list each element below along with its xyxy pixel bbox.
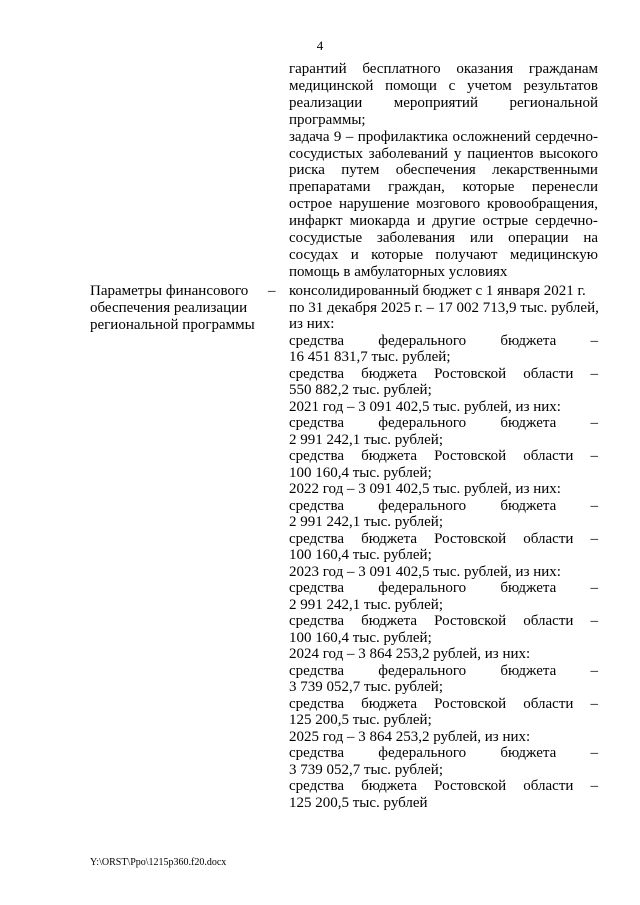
word: федерального xyxy=(378,332,467,349)
word: получают xyxy=(435,246,498,263)
text-line: программы; xyxy=(289,111,366,128)
text-line: консолидированный бюджет с 1 января 2021 г. xyxy=(289,283,586,299)
word: Ростовской xyxy=(434,613,507,629)
word: – xyxy=(345,128,354,145)
word: средства xyxy=(289,448,345,464)
text-line xyxy=(289,129,598,146)
word: бюджета xyxy=(500,332,557,349)
word: – xyxy=(590,580,598,596)
section-dash: – xyxy=(268,283,276,299)
word: области xyxy=(523,448,574,464)
text-line: помощь в амбулаторных условиях xyxy=(289,263,508,280)
text-line xyxy=(289,663,598,680)
text-line xyxy=(289,580,598,597)
text-line xyxy=(289,696,598,713)
text-line xyxy=(289,415,598,432)
text-line xyxy=(289,448,598,465)
text-line: 2024 год – 3 864 253,2 рублей, из них: xyxy=(289,646,531,662)
word: – xyxy=(590,778,598,794)
word: учетом xyxy=(467,77,512,94)
word: – xyxy=(590,415,598,431)
word: федерального xyxy=(378,662,467,679)
word: – xyxy=(590,695,598,712)
word: острые xyxy=(482,213,529,230)
text-line xyxy=(289,366,598,383)
word: осложнений xyxy=(452,128,531,145)
text-line xyxy=(289,179,598,196)
word: сердечно- xyxy=(535,128,598,145)
word: заболеваний xyxy=(368,145,449,162)
text-line xyxy=(289,778,598,795)
word: Ростовской xyxy=(434,530,507,547)
word: оказания xyxy=(456,61,514,77)
text-line: 550 882,2 тыс. рублей; xyxy=(289,382,432,398)
word: медицинскую xyxy=(509,246,598,263)
word: бюджета xyxy=(361,365,418,382)
word: области xyxy=(523,695,574,712)
word: средства xyxy=(289,580,345,596)
word: средства xyxy=(289,497,345,514)
text-line: 125 200,5 тыс. рублей; xyxy=(289,712,432,728)
word: – xyxy=(590,745,598,761)
word: бюджета xyxy=(500,662,557,679)
word: нарушение xyxy=(338,196,410,213)
text-line xyxy=(289,78,598,95)
word: Ростовской xyxy=(434,695,507,712)
word: – xyxy=(590,448,598,464)
word: бюджета xyxy=(500,497,557,514)
word: обеспечения xyxy=(395,162,476,179)
word: сосудистые xyxy=(289,230,363,246)
text-line xyxy=(289,146,598,163)
text-line xyxy=(289,498,598,515)
word: сосудистых xyxy=(289,145,363,162)
word: другие xyxy=(432,213,476,230)
word: федерального xyxy=(378,580,467,596)
text-line: 100 160,4 тыс. рублей; xyxy=(289,464,432,481)
section-label-line: Параметры финансового xyxy=(90,283,249,299)
text-line xyxy=(289,613,598,630)
word: Ростовской xyxy=(434,365,507,382)
word: Ростовской xyxy=(434,448,507,464)
word: бюджета xyxy=(361,613,418,629)
text-line: 2 991 242,1 тыс. рублей; xyxy=(289,431,443,448)
word: острое xyxy=(289,196,333,213)
text-line xyxy=(289,213,598,230)
word: средства xyxy=(289,530,345,547)
text-line: 2 991 242,1 тыс. рублей; xyxy=(289,596,443,613)
word: и xyxy=(350,246,359,263)
section-label-line: обеспечения реализации xyxy=(90,300,248,316)
word: области xyxy=(523,613,574,629)
word: бюджета xyxy=(500,745,557,761)
word: миокарда xyxy=(349,213,410,230)
word: средства xyxy=(289,695,345,712)
word: средства xyxy=(289,745,345,761)
word: бюджета xyxy=(500,415,557,431)
word: сердечно- xyxy=(535,213,598,230)
text-line: по 31 декабря 2025 г. – 17 002 713,9 тыс. рублей, xyxy=(289,299,599,316)
word: инфаркт xyxy=(289,213,343,230)
section-label xyxy=(90,283,260,334)
word: риска xyxy=(289,162,325,179)
text-line xyxy=(289,531,598,548)
word: высокого xyxy=(539,145,598,162)
footer-file-path: Y:\ORST\Ppo\1215p360.f20.docx xyxy=(90,857,227,868)
text-line xyxy=(289,95,598,112)
word: области xyxy=(523,530,574,547)
word: на xyxy=(583,230,598,246)
word: профилактика xyxy=(357,128,449,145)
text-line: 2 991 242,1 тыс. рублей; xyxy=(289,514,443,530)
text-line xyxy=(289,196,598,213)
word: операции xyxy=(508,230,569,246)
section-label-line: региональной программы xyxy=(90,317,255,333)
word: области xyxy=(523,365,574,382)
word: лекарственными xyxy=(492,162,598,179)
word: Ростовской xyxy=(434,778,507,794)
word: средства xyxy=(289,415,345,431)
word: сосудах xyxy=(289,246,339,263)
word: путем xyxy=(341,162,380,179)
word: перенесли xyxy=(531,179,598,196)
word: бюджета xyxy=(361,778,418,794)
word: федерального xyxy=(378,745,467,761)
word: задача xyxy=(289,128,330,145)
word: которые xyxy=(462,179,515,196)
word: – xyxy=(590,497,598,514)
text-line: 100 160,4 тыс. рублей; xyxy=(289,547,432,563)
text-line xyxy=(289,247,598,264)
word: гарантий xyxy=(289,61,347,77)
word: пациентов xyxy=(467,145,534,162)
word: с xyxy=(448,77,456,94)
word: реализации xyxy=(289,94,363,111)
text-line xyxy=(289,61,598,78)
word: медицинской xyxy=(289,77,374,94)
word: средства xyxy=(289,332,345,349)
word: бюджета xyxy=(361,448,418,464)
word: – xyxy=(590,613,598,629)
word: бюджета xyxy=(361,530,418,547)
text-line xyxy=(289,745,598,762)
word: или xyxy=(469,230,494,246)
word: заболевания xyxy=(376,230,456,246)
word: мероприятий xyxy=(393,94,478,111)
word: бюджета xyxy=(500,580,557,596)
word: средства xyxy=(289,365,345,382)
text-line: 2023 год – 3 091 402,5 тыс. рублей, из них: xyxy=(289,563,561,580)
word: гражданам xyxy=(528,61,598,77)
word: и xyxy=(417,213,426,230)
word: у xyxy=(453,145,462,162)
word: препаратами xyxy=(289,179,371,196)
word: результатов xyxy=(523,77,598,94)
word: федерального xyxy=(378,415,467,431)
word: – xyxy=(590,530,598,547)
word: бесплатного xyxy=(362,61,441,77)
word: граждан, xyxy=(388,179,445,196)
text-line: 2022 год – 3 091 402,5 тыс. рублей, из них: xyxy=(289,481,561,497)
word: которые xyxy=(371,246,424,263)
text-line: 16 451 831,7 тыс. рублей; xyxy=(289,349,451,365)
word: бюджета xyxy=(361,695,418,712)
text-line: 100 160,4 тыс. рублей; xyxy=(289,629,432,646)
text-line: 3 739 052,7 тыс. рублей; xyxy=(289,679,443,695)
word: средства xyxy=(289,662,345,679)
word: мозгового xyxy=(416,196,481,213)
word: федерального xyxy=(378,497,467,514)
word: – xyxy=(590,365,598,382)
text-line: 2021 год – 3 091 402,5 тыс. рублей, из них: xyxy=(289,398,561,415)
word: помощи xyxy=(385,77,437,94)
word: – xyxy=(590,332,598,349)
text-line xyxy=(289,162,598,179)
text-line xyxy=(289,230,598,247)
text-line: из них: xyxy=(289,316,335,332)
text-line: 2025 год – 3 864 253,2 рублей, из них: xyxy=(289,728,531,745)
text-line: 3 739 052,7 тыс. рублей; xyxy=(289,761,443,778)
word: средства xyxy=(289,778,345,794)
page-number: 4 xyxy=(316,38,324,53)
word: – xyxy=(590,662,598,679)
text-line xyxy=(289,333,598,350)
text-line: 125 200,5 тыс. рублей xyxy=(289,794,428,811)
word: области xyxy=(523,778,574,794)
word: средства xyxy=(289,613,345,629)
word: региональной xyxy=(509,94,598,111)
word: кровообращения, xyxy=(487,196,598,213)
word: 9 xyxy=(333,128,342,145)
